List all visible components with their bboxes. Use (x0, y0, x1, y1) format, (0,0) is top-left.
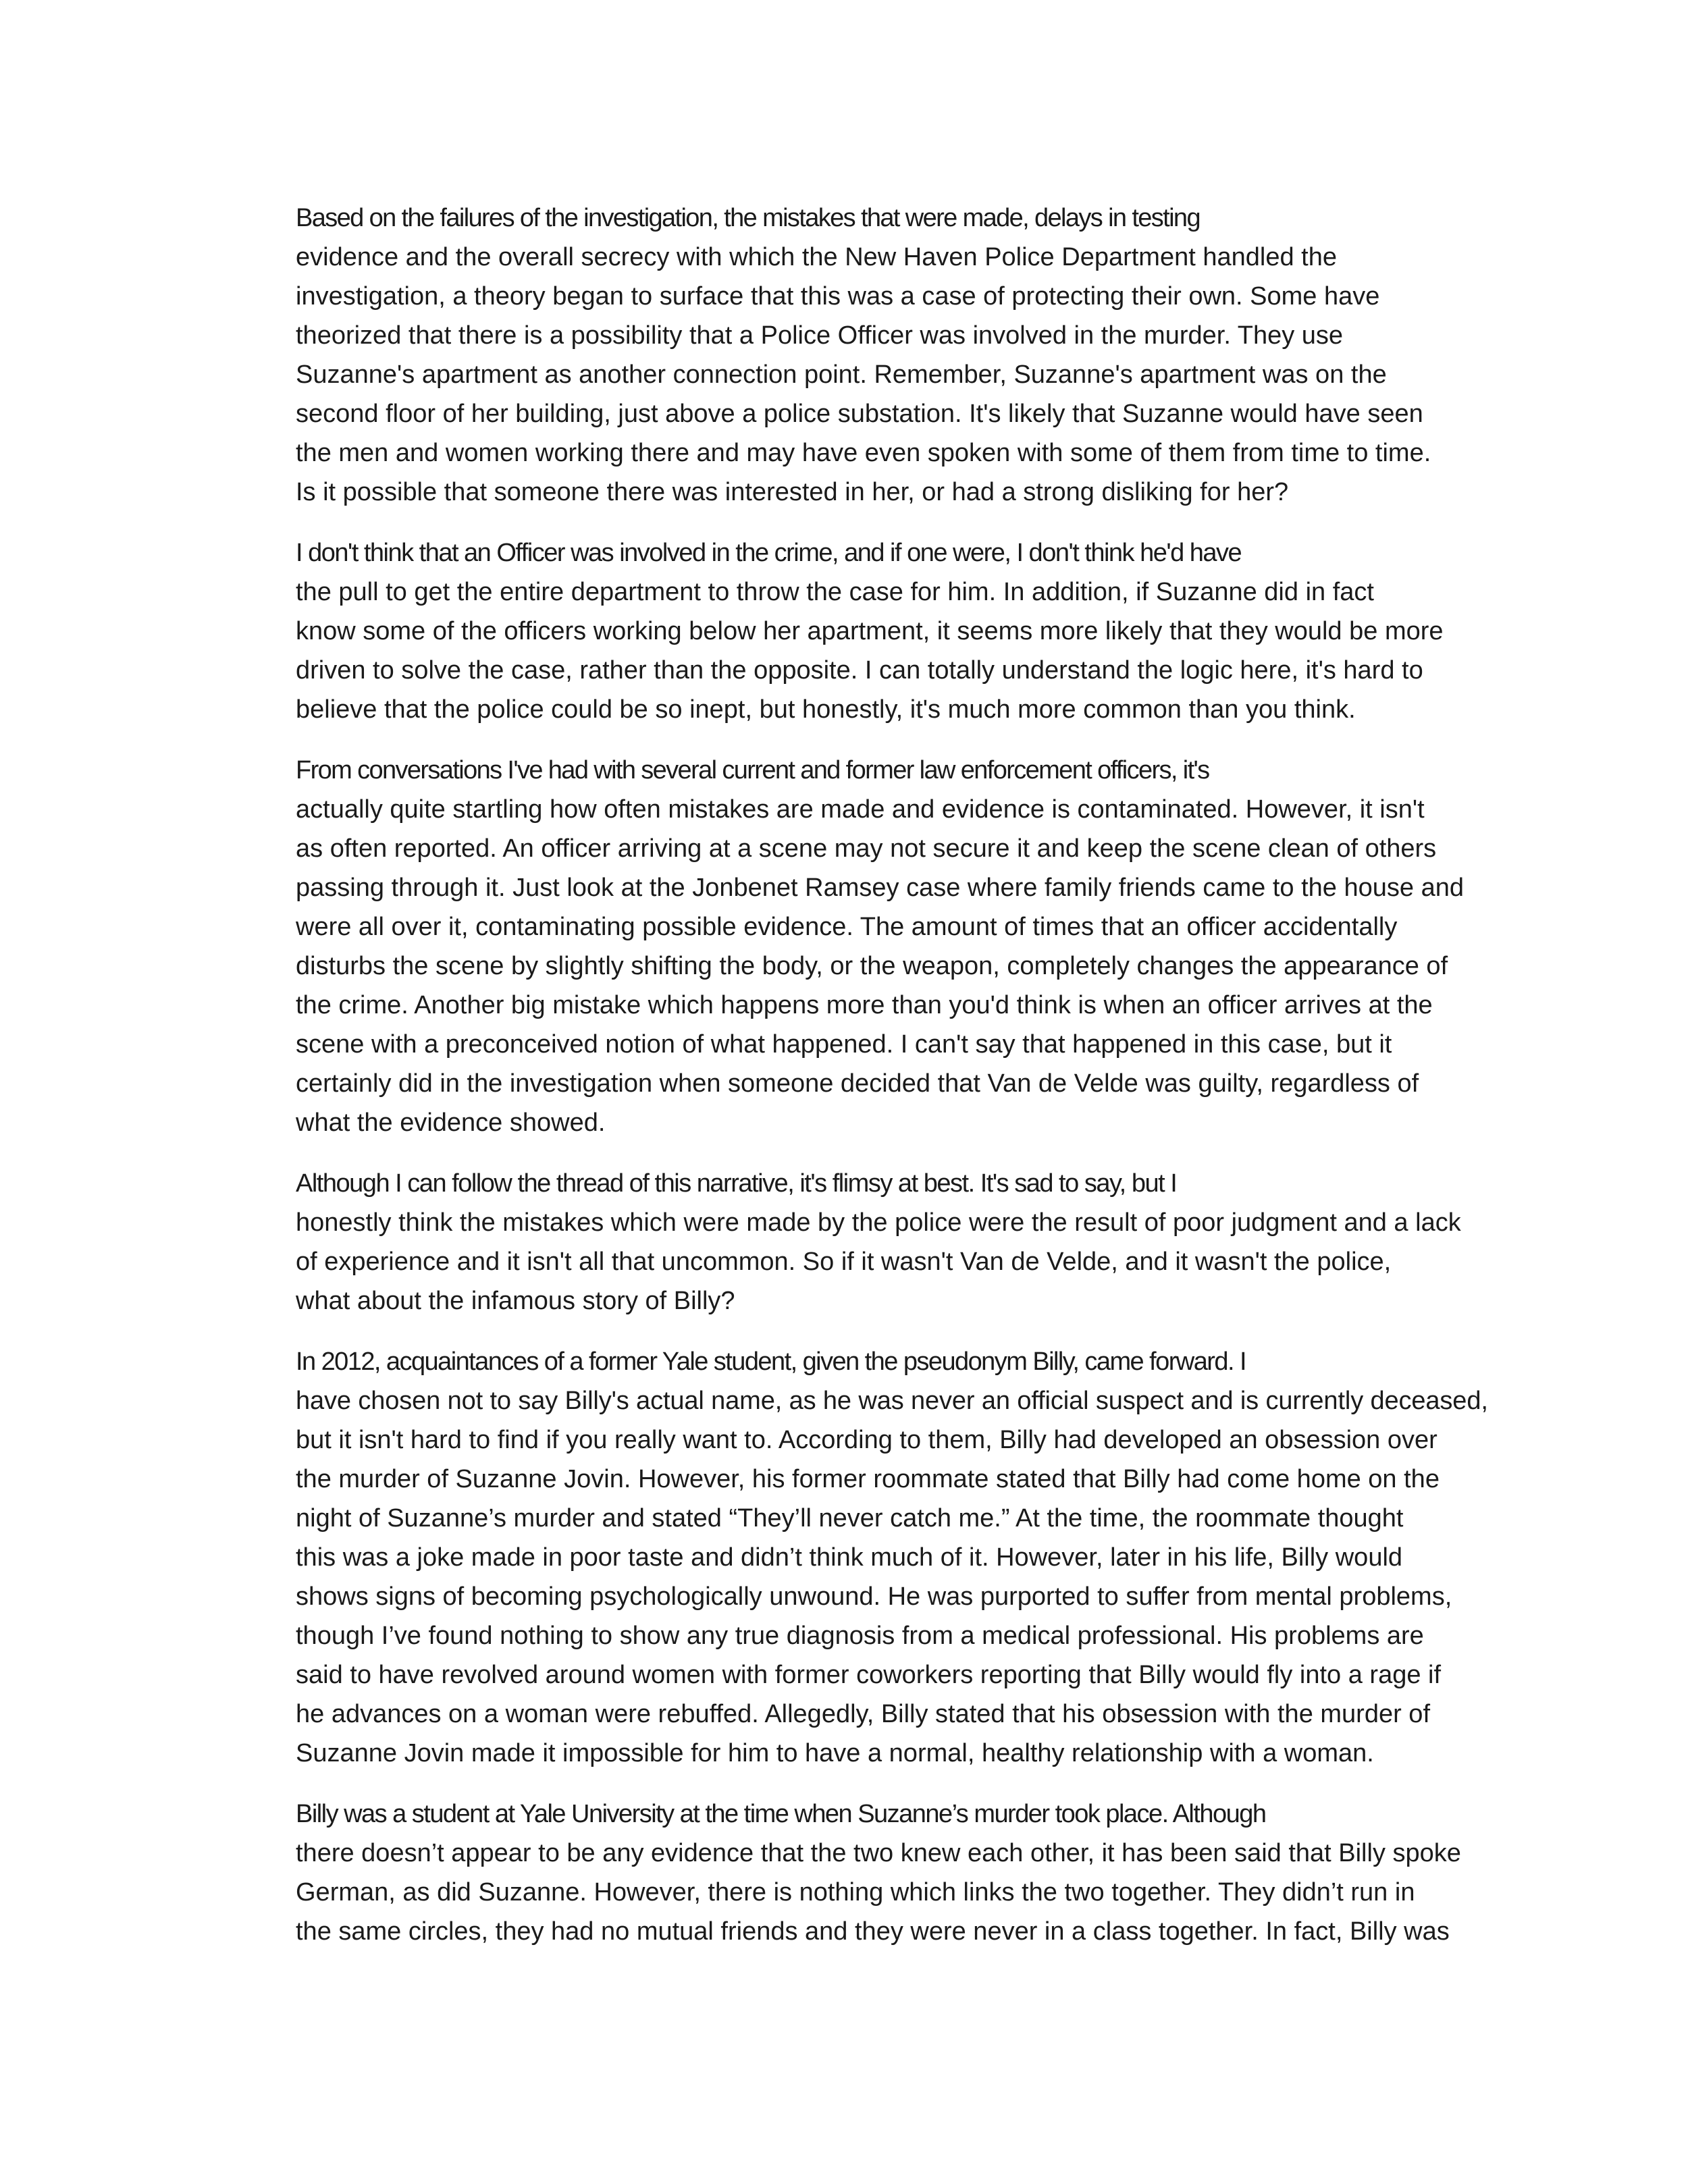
text-line: certainly did in the investigation when someone decided that Van de Velde was guilty, regardless of (296, 1069, 1419, 1098)
text-line: the same circles, they had no mutual friends and they were never in a class together. In fact, Billy was (296, 1917, 1450, 1946)
text-line: the pull to get the entire department to throw the case for him. In addition, if Suzanne did in fact (296, 578, 1374, 606)
paragraph (197, 751, 1488, 1142)
paragraph (197, 1794, 1488, 1951)
paragraph (197, 198, 1488, 512)
text-line: but it isn't hard to find if you really want to. According to them, Billy had developed an obsession over (296, 1426, 1438, 1454)
text-line: scene with a preconceived notion of what happened. I can't say that happened in this case, but it (296, 1030, 1392, 1059)
text-line: disturbs the scene by slightly shifting the body, or the weapon, completely changes the appearance of (296, 952, 1448, 980)
text-line: night of Suzanne’s murder and stated “They’ll never catch me.” At the time, the roommate thought (296, 1504, 1404, 1533)
text-line: second floor of her building, just above a police substation. It's likely that Suzanne would have seen (296, 400, 1423, 428)
text-line: the men and women working there and may have even spoken with some of them from time to time. (296, 439, 1431, 467)
text-line: as often reported. An officer arriving at a scene may not secure it and keep the scene clean of others (296, 834, 1437, 863)
text-line: have chosen not to say Billy's actual name, as he was never an official suspect and is currently deceased, (296, 1387, 1488, 1415)
text-line: Suzanne Jovin made it impossible for him to have a normal, healthy relationship with a woman. (296, 1739, 1374, 1767)
paragraph (197, 1164, 1488, 1321)
text-line: In 2012, acquaintances of a former Yale student, given the pseudonym Billy, came forward. I (296, 1348, 1246, 1376)
text-line: Although I can follow the thread of this narrative, it's flimsy at best. It's sad to say, but I (296, 1169, 1177, 1198)
text-line: driven to solve the case, rather than the opposite. I can totally understand the logic here, it's hard to (296, 656, 1423, 685)
document-body (197, 198, 1488, 1973)
paragraph (197, 1342, 1488, 1773)
text-line: shows signs of becoming psychologically unwound. He was purported to suffer from mental problems, (296, 1582, 1452, 1611)
text-line: actually quite startling how often mistakes are made and evidence is contaminated. However, it isn't (296, 795, 1425, 824)
text-line: believe that the police could be so inept, but honestly, it's much more common than you think. (296, 695, 1356, 724)
text-line: Based on the failures of the investigation, the mistakes that were made, delays in testing (296, 204, 1200, 232)
text-line: I don't think that an Officer was involved in the crime, and if one were, I don't think he'd have (296, 539, 1242, 567)
text-line: were all over it, contaminating possible evidence. The amount of times that an officer accidentally (296, 913, 1398, 941)
text-line: passing through it. Just look at the Jonbenet Ramsey case where family friends came to the house and (296, 874, 1464, 902)
text-line: he advances on a woman were rebuffed. Allegedly, Billy stated that his obsession with the murder of (296, 1700, 1430, 1728)
text-line: said to have revolved around women with former coworkers reporting that Billy would fly into a rage if (296, 1661, 1442, 1689)
text-line: this was a joke made in poor taste and didn’t think much of it. However, later in his life, Billy would (296, 1543, 1403, 1572)
text-line: the murder of Suzanne Jovin. However, his former roommate stated that Billy had come home on the (296, 1465, 1440, 1493)
text-line: Is it possible that someone there was interested in her, or had a strong disliking for her? (296, 478, 1289, 506)
text-line: Billy was a student at Yale University at the time when Suzanne’s murder took place. Although (296, 1800, 1266, 1828)
text-line: what the evidence showed. (296, 1109, 606, 1137)
text-line: there doesn’t appear to be any evidence that the two knew each other, it has been said that Billy spoke (296, 1839, 1461, 1867)
text-line: though I’ve found nothing to show any true diagnosis from a medical professional. His problems are (296, 1622, 1424, 1650)
text-line: of experience and it isn't all that uncommon. So if it wasn't Van de Velde, and it wasn't the police, (296, 1248, 1392, 1276)
paragraph (197, 533, 1488, 729)
text-line: From conversations I've had with several current and former law enforcement officers, it's (296, 756, 1209, 784)
text-line: the crime. Another big mistake which happens more than you'd think is when an officer arrives at the (296, 991, 1433, 1019)
text-line: investigation, a theory began to surface that this was a case of protecting their own. Some have (296, 282, 1380, 311)
text-line: what about the infamous story of Billy? (296, 1287, 735, 1315)
text-line: Suzanne's apartment as another connection point. Remember, Suzanne's apartment was on the (296, 361, 1387, 389)
text-line: German, as did Suzanne. However, there is nothing which links the two together. They didn’t run in (296, 1878, 1415, 1907)
text-line: theorized that there is a possibility that a Police Officer was involved in the murder. They use (296, 321, 1344, 350)
text-line: honestly think the mistakes which were made by the police were the result of poor judgment and a lack (296, 1208, 1461, 1237)
text-line: evidence and the overall secrecy with which the New Haven Police Department handled the (296, 243, 1337, 271)
text-line: know some of the officers working below her apartment, it seems more likely that they would be more (296, 617, 1444, 645)
